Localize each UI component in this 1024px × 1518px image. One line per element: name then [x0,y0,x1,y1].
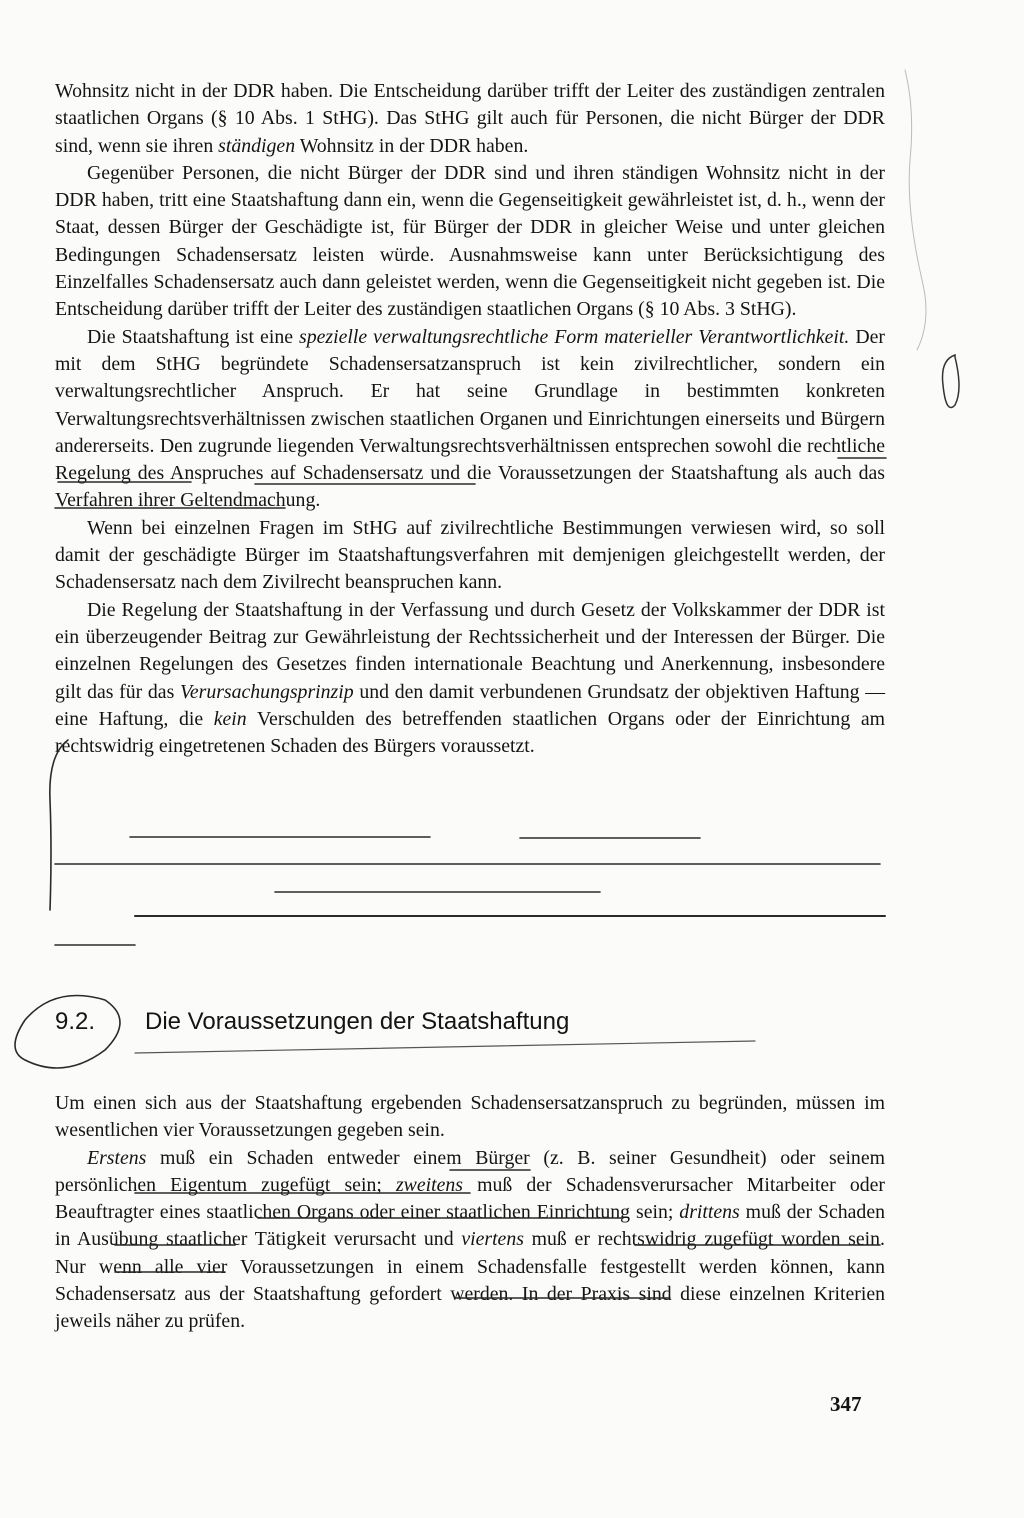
paragraph [55,160,885,324]
paragraph [55,324,885,515]
margin-circle-mark [943,355,960,408]
section-heading [55,1005,885,1065]
text-run: muß ein Schaden entweder einem Bürger (z. B. seiner Gesundheit) oder seinem persönlichen Eigentum zugefügt sein; [55,1146,885,1196]
margin-bracket-mark [50,740,68,910]
italic-text: drittens [679,1201,740,1224]
text-run: Verschulden des betreffenden staatlichen Organs oder der Einrichtung am rechtswidrig eingetretenen Schaden des Bürgers voraussetzt. [55,707,885,758]
italic-text: spezielle verwaltungsrechtliche Form materieller Verantwortlichkeit. [299,325,850,348]
text-run: Wohnsitz nicht in der DDR haben. Die Entscheidung darüber trifft der Leiter des zuständigen zentralen staatlichen Organs (§ 10 Abs. 1 StHG). Das StHG gilt auch für Personen, die nicht Bürger der DDR sind, wenn sie ihren [55,80,885,157]
paragraph [55,1090,885,1145]
text-run: Der mit dem StHG begründete Schadensersatzanspruch ist kein zivilrechtlicher, sondern ein verwaltungsrechtlicher Anspruch. Er hat seine Grundlage in bestimmten konkreten Verwaltungsrechtsverhältnissen zwischen staatlichen Organen und Einrichtungen einerseits und Bürgern andererseits. Den zugrunde liegenden Verwaltungsrechtsverhältnissen entsprechen sowohl die rechtliche Regelung des Anspruches auf Schadensersatz und die Voraussetzungen der Staatshaftung als auch das Verfahren ihrer Geltendmachung. [55,325,885,512]
body-text-top [55,78,885,760]
italic-text: kein [213,707,247,730]
italic-text: Verursachungsprinzip [179,680,354,703]
text-run: muß der Schadensverursacher Mitarbeiter oder Beauftragter eines staatlichen Organs oder einer staatlichen Einrichtung sein; [55,1173,885,1224]
text-run: Die Regelung der Staatshaftung in der Verfassung und durch Gesetz der Volkskammer der DDR ist ein überzeugender Beitrag zur Gewährleistung der Rechtssicherheit und der Interessen der Bürger. Die einzelnen Regelungen des Gesetzes finden internationale Beachtung und Anerkennung, insbesondere gilt das für das [55,598,885,703]
text-run: Wohnsitz in der DDR haben. [295,134,529,157]
body-text-bottom [55,1090,885,1336]
section-title: Die Voraussetzungen der Staatshaftung [145,1008,570,1035]
italic-text: ständigen [218,134,296,157]
paragraph [55,78,885,160]
paragraph [55,597,885,761]
paragraph [55,515,885,597]
paragraph [55,1145,885,1336]
text-run: muß der Schaden in Ausübung staatlicher Tätigkeit verursacht und [55,1201,885,1251]
text-run: Wenn bei einzelnen Fragen im StHG auf zivilrechtliche Bestimmungen verwiesen wird, so soll damit der geschädigte Bürger im Staatshaftungsverfahren mit demjenigen gleichgestellt werden, der Schadensersatz nach dem Zivilrecht beanspruchen kann. [55,516,885,594]
text-run: Um einen sich aus der Staatshaftung ergebenden Schadensersatzanspruch zu begründen, müssen im wesentlichen vier Voraussetzungen gegeben sein. [55,1092,885,1142]
italic-text: Erstens [87,1146,147,1169]
text-run: muß er rechtswidrig zugefügt worden sein. Nur wenn alle vier Voraussetzungen in einem Schadensfalle festgestellt werden können, kann Schadensersatz aus der Staatshaftung gefordert werden. In der Praxis sind diese einzelnen Kriterien jeweils näher zu prüfen. [55,1228,885,1333]
text-run: Die Staatshaftung ist eine [87,325,300,348]
italic-text: viertens [461,1228,524,1251]
text-run: und den damit verbundenen Grundsatz der objektiven Haftung — eine Haftung, die [55,680,885,730]
margin-pencil-mark [905,70,926,350]
italic-text: zweitens [395,1173,463,1196]
section-number: 9.2. [55,1008,96,1035]
page-number: 347 [830,1392,862,1416]
text-run: Gegenüber Personen, die nicht Bürger der DDR sind und ihren ständigen Wohnsitz nicht in der DDR haben, tritt eine Staatshaftung dann ein, wenn die Gegenseitigkeit gewährleistet ist, d. h., wenn der Staat, dessen Bürger der Geschädigte ist, für Bürger der DDR in gleicher Weise und unter gleichen Bedingungen Schadensersatz leisten würde. Ausnahmsweise kann unter Berücksichtigung des Einzelfalles Schadensersatz auch dann geleistet werden, wenn die Gegenseitigkeit nicht gegeben ist. Die Entscheidung darüber trifft der Leiter des zuständigen staatlichen Organs (§ 10 Abs. 3 StHG). [55,161,885,321]
